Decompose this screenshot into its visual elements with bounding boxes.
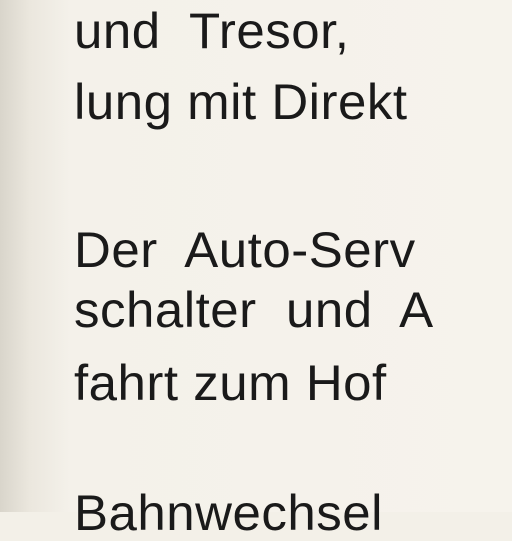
text-line-3: Der Auto-Serv <box>74 222 416 278</box>
text-line-2: lung mit Direkt <box>74 74 408 130</box>
text-line-5: fahrt zum Hof <box>74 355 387 411</box>
text-line-1: und Tresor, <box>74 3 350 59</box>
text-line-4: schalter und A <box>74 282 434 338</box>
text-line-6-partial: Bahnwechsel <box>74 485 383 541</box>
